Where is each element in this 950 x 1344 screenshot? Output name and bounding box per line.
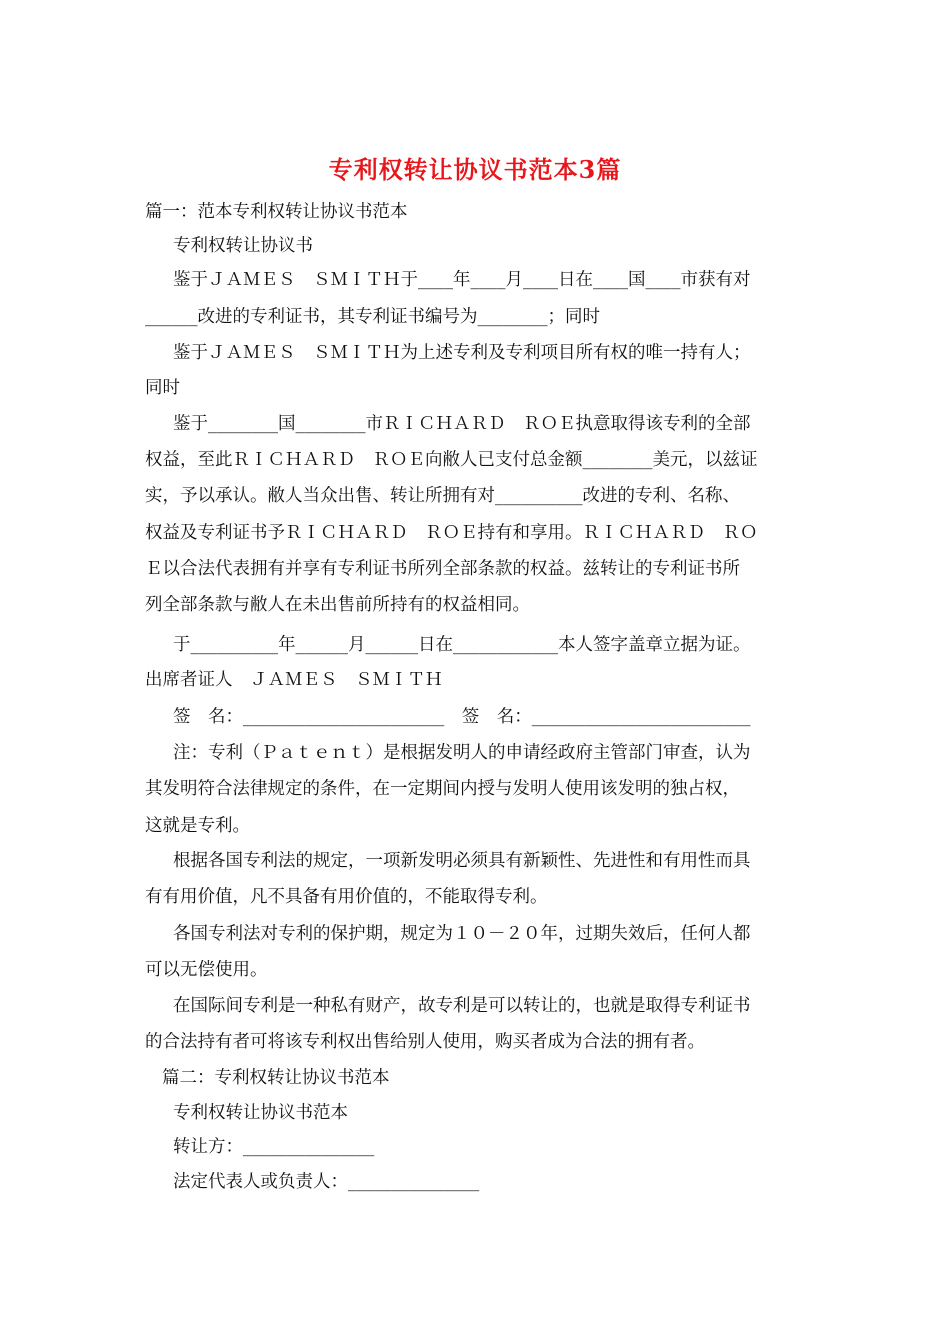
paragraph-line: 各国专利法对专利的保护期，规定为１０－２０年，过期失效后，任何人都 [173,924,751,944]
note-line: 这就是专利。 [145,816,250,836]
paragraph-line: 鉴于ＪＡＭＥＳ ＳＭＩＴＨ为上述专利及专利项目所有权的唯一持有人； [173,343,751,363]
signature-line: 签 名：_______________________ 签 名：_________________________ [173,707,751,727]
section-heading-2: 篇二：专利权转让协议书范本 [162,1068,390,1088]
paragraph-line: 在国际间专利是一种私有财产，故专利是可以转让的，也就是取得专利证书 [173,996,751,1016]
witness-line: 出席者证人 ＪＡＭＥＳ ＳＭＩＴＨ [145,670,443,690]
paragraph-line: 有有用价值，凡不具备有用价值的，不能取得专利。 [145,887,548,907]
paragraph-line: 鉴于ＪＡＭＥＳ ＳＭＩＴＨ于____年____月____日在____国____市获有对 [173,270,751,290]
paragraph-line: 权益，至此ＲＩＣＨＡＲＤ ＲＯＥ向敝人已支付总金额________美元，以兹证 [145,450,758,470]
paragraph-line: 权益及专利证书予ＲＩＣＨＡＲＤ ＲＯＥ持有和享用。ＲＩＣＨＡＲＤ ＲＯ [145,523,758,543]
paragraph-line: 列全部条款与敝人在未出售前所持有的权益相同。 [145,595,530,615]
document-title: 专利权转让协议书范本3篇 [328,155,622,184]
paragraph-line: ______改进的专利证书，其专利证书编号为________；同时 [145,307,600,327]
transferor-field: 转让方：_______________ [173,1137,375,1157]
section-heading-1: 篇一：范本专利权转让协议书范本 [145,202,408,222]
paragraph-line: 可以无偿使用。 [145,960,268,980]
paragraph-line: 于__________年______月______日在____________本人签字盖章立据为证。 [173,635,751,655]
note-line: 其发明符合法律规定的条件，在一定期间内授与发明人使用该发明的独占权， [145,779,740,799]
paragraph-line: 鉴于________国________市ＲＩＣＨＡＲＤ ＲＯＥ执意取得该专利的全部 [173,414,751,434]
paragraph-line: Ｅ以合法代表拥有并享有专利证书所列全部条款的权益。兹转让的专利证书所 [145,559,740,579]
contract-title-2: 专利权转让协议书范本 [173,1103,348,1123]
contract-title: 专利权转让协议书 [173,236,313,256]
paragraph-line: 同时 [145,378,180,398]
legal-representative-field: 法定代表人或负责人：_______________ [173,1172,480,1192]
note-line: 注：专利（Ｐａｔｅｎｔ）是根据发明人的申请经政府主管部门审查，认为 [173,743,751,763]
paragraph-line: 根据各国专利法的规定，一项新发明必须具有新颖性、先进性和有用性而具 [173,851,751,871]
paragraph-line: 的合法持有者可将该专利权出售给别人使用，购买者成为合法的拥有者。 [145,1032,705,1052]
paragraph-line: 实，予以承认。敝人当众出售、转让所拥有对__________改进的专利、名称、 [145,486,740,506]
